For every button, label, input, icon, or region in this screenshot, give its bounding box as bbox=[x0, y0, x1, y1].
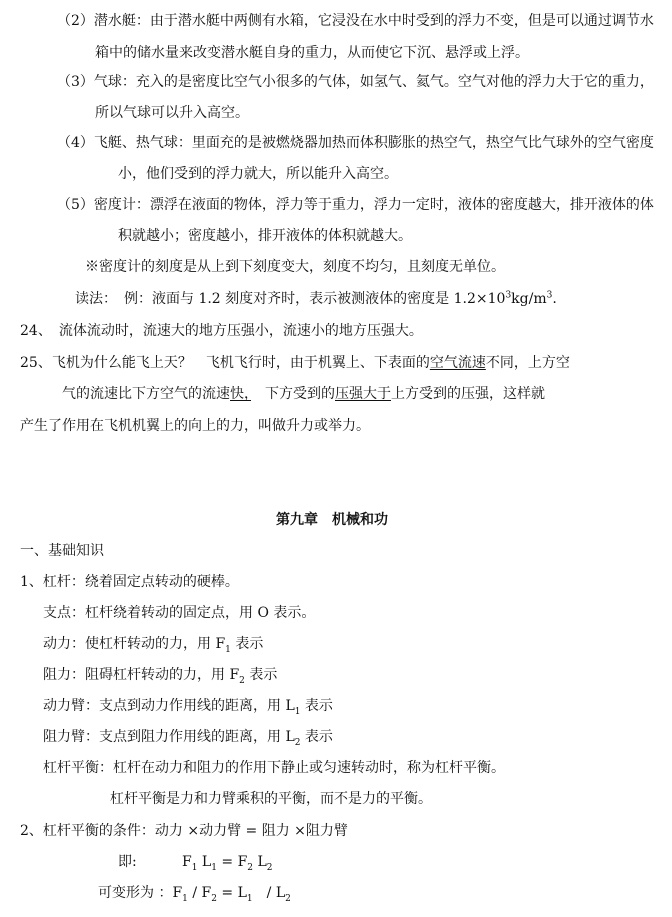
balance-formula: $F_1$ $L_1 = F_2$ $L_2$ bbox=[182, 854, 273, 873]
balloon-line-2: 所以气球可以升入高空。 bbox=[95, 105, 249, 121]
resistance-arm-definition: 阻力臂：支点到阻力作用线的距离，用 $L_2$ 表示 bbox=[43, 729, 333, 748]
reading-line: 读法： 例：液面与 1.2 刻度对齐时，表示被测液体的密度是 $1.2\times 10^3kg/m^3$. bbox=[75, 290, 557, 307]
item-25-line-3: 产生了作用在飞机机翼上的向上的力，叫做升力或举力。 bbox=[20, 418, 370, 434]
balance-condition: 2、杠杆平衡的条件：动力 ×动力臂 = 阻力 ×阻力臂 bbox=[20, 823, 348, 839]
item-24: 24、 流体流动时，流速大的地方压强小，流速小的地方压强大。 bbox=[20, 323, 423, 339]
lever-balance-definition: 杠杆平衡：杠杆在动力和阻力的作用下静止或匀速转动时，称为杠杆平衡。 bbox=[43, 760, 505, 776]
item-25-line-1: 25、飞机为什么能飞上天？ 飞机飞行时，由于机翼上、下表面的空气流速不同，上方空 bbox=[20, 355, 570, 371]
submarine-line-2: 箱中的储水量来改变潜水艇自身的重力，从而使它下沉、悬浮或上浮。 bbox=[95, 45, 529, 61]
section-heading: 一、基础知识 bbox=[20, 543, 104, 559]
resistance-definition: 阻力：阻碍杠杆转动的力，用 $F_2$ 表示 bbox=[43, 667, 278, 686]
variant-formula: 可变形为 ：$F_1 / F_2 = L_1$ / $L_2$ bbox=[98, 885, 291, 904]
hydrometer-line-1: （5）密度计：漂浮在液面的物体，浮力等于重力，浮力一定时，液体的密度越大，排开液体的体 bbox=[57, 197, 654, 213]
fulcrum-definition: 支点：杠杆绕着转动的固定点，用 O 表示。 bbox=[43, 605, 316, 621]
submarine-line-1: （2）潜水艇：由于潜水艇中两侧有水箱，它浸没在水中时受到的浮力不变，但是可以通过调节水 bbox=[57, 13, 654, 29]
lever-balance-note: 杠杆平衡是力和力臂乘积的平衡，而不是力的平衡。 bbox=[110, 791, 432, 807]
chapter-title: 第九章 机械和功 bbox=[276, 512, 388, 528]
effort-definition: 动力：使杠杆转动的力，用 $F_1$ 表示 bbox=[43, 636, 264, 655]
lever-definition: 1、杠杆：绕着固定点转动的硬棒。 bbox=[20, 574, 239, 590]
hydrometer-note: ※密度计的刻度是从上到下刻度变大，刻度不均匀，且刻度无单位。 bbox=[85, 259, 505, 275]
airship-line-1: （4）飞艇、热气球：里面充的是被燃烧器加热而体积膨胀的热空气，热空气比气球外的空气密度 bbox=[57, 135, 654, 151]
item-25-line-2: 气的流速比下方空气的流速快， 下方受到的压强大于上方受到的压强，这样就 bbox=[62, 386, 545, 402]
airship-line-2: 小，他们受到的浮力就大，所以能升入高空。 bbox=[118, 166, 398, 182]
balloon-line-1: （3）气球：充入的是密度比空气小很多的气体，如氢气、氦气。空气对他的浮力大于它的重力， bbox=[57, 74, 654, 90]
formula-label: 即: bbox=[118, 854, 137, 870]
hydrometer-line-2: 积就越小；密度越小，排开液体的体积就越大。 bbox=[118, 228, 412, 244]
effort-arm-definition: 动力臂：支点到动力作用线的距离，用 $L_1$ 表示 bbox=[43, 698, 333, 717]
